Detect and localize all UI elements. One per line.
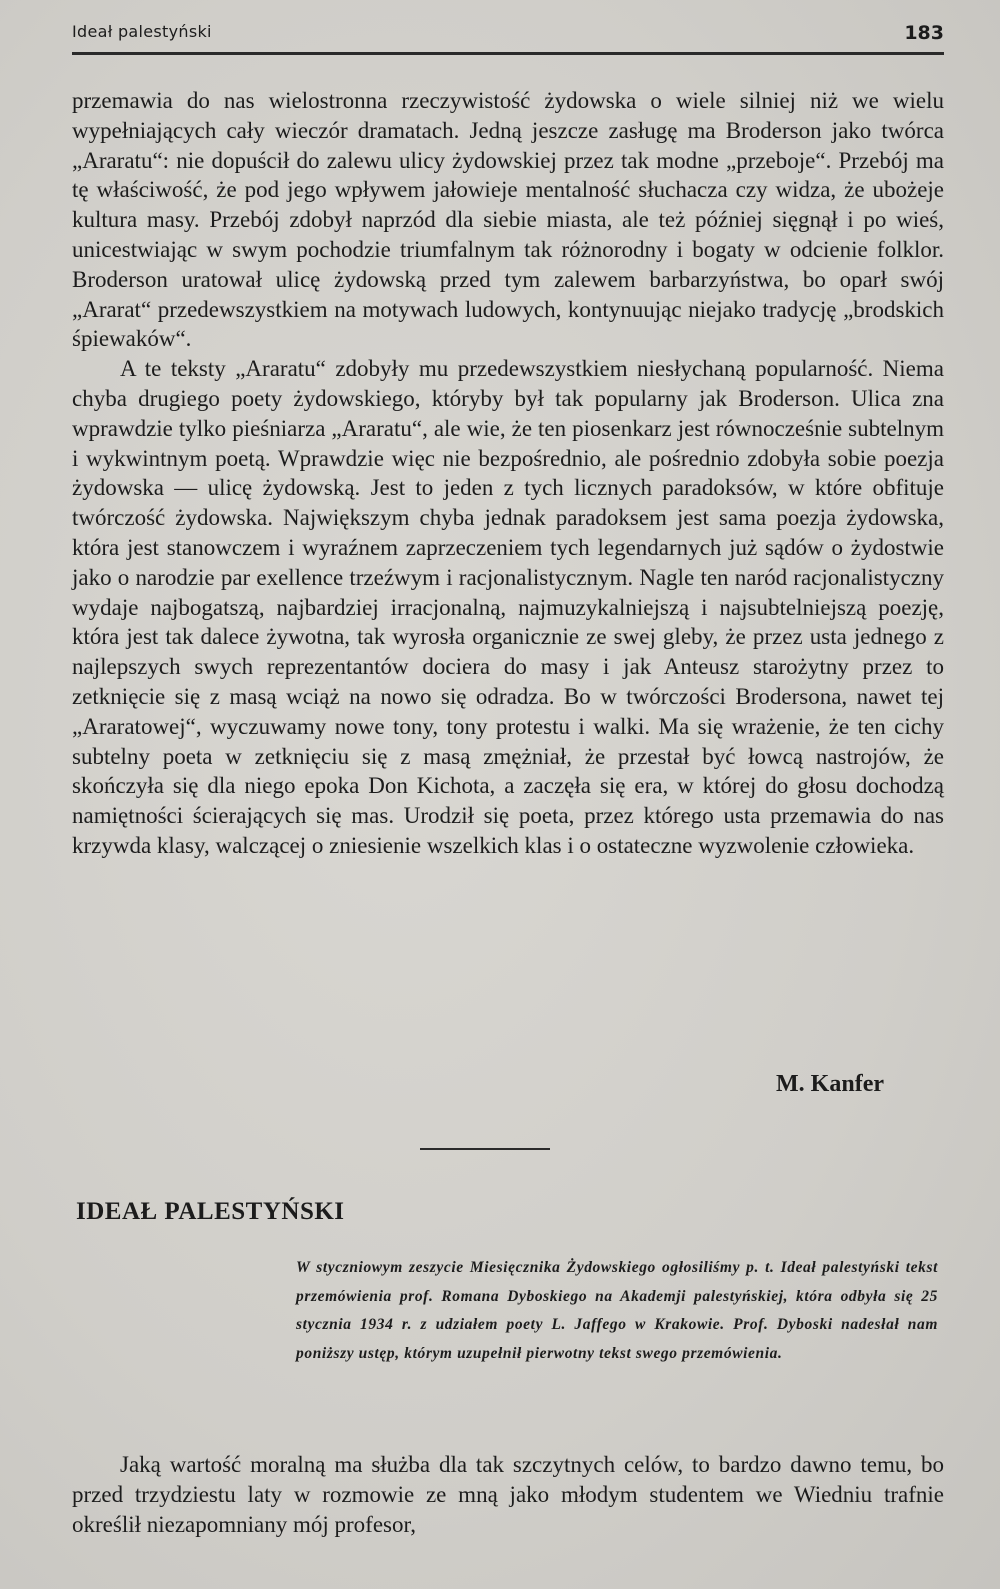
header-rule [72, 52, 944, 55]
running-title: Ideał palestyński [72, 22, 212, 41]
editorial-note: W styczniowym zeszycie Miesięcznika Żydowskiego ogłosiliśmy p. t. Ideał palestyński tekst przemówienia prof. Romana Dyboskiego na Akademji palestyńskiej, która odbyła się 25 stycznia 1934 r. z udziałem poety L. Jaffego w Krakowie. Prof. Dyboski nadesłał nam poniższy ustęp, którym uzupełnił pierwotny tekst swego przemówienia. [296, 1259, 938, 1363]
article-body [72, 86, 944, 861]
section-divider [420, 1148, 550, 1150]
paragraph: A te teksty „Araratu“ zdobyły mu przedewszystkiem niesłychaną popularność. Niema chyba drugiego poety żydowskiego, któryby był tak popularny jak Broderson. Ulica zna wprawdzie tylko pieśniarza „Araratu“, ale wie, że ten piosenkarz jest równocześnie subtelnym i wykwintnym poetą. Wprawdzie więc nie bezpośrednio, ale pośrednio zdobyła sobie poezja żydowska — ulicę żydowską. Jest to jeden z tych licznych paradoksów, w które obfituje twórczość żydowska. Największym chyba jednak paradoksem jest sama poezja żydowska, która jest stanowczem i wyraźnem zaprzeczeniem tych legendarnych już sądów o żydostwie jako o narodzie par exellence trzeźwym i racjonalistycznym. Nagle ten naród racjonalistyczny wydaje najbogatszą, najbardziej irracjonalną, najmuzykalniejszą i najsubtelniejszą poezję, która jest tak dalece żywotna, tak wyrosła organicznie ze swej gleby, że przez usta jednego z najlepszych swych reprezentantów dociera do masy i jak Anteusz starożytny przez to zetknięcie się z masą wciąż na nowo się odradza. Bo w twórczości Brodersona, nawet tej „Araratowej“, wyczuwamy nowe tony, tony protestu i walki. Ma się wrażenie, że ten cichy subtelny poeta w zetknięciu się z masą zmężniał, że przestał być łowcą nastrojów, że skończyła się dla niego epoka Don Kichota, a zaczęła się era, w której do głosu dochodzą namiętności ścierających się mas. Urodził się poeta, przez którego usta przemawia do nas krzywda klasy, walczącej o zniesienie wszelkich klas i o ostateczne wyzwolenie człowieka. [72, 356, 944, 858]
paragraph: Jaką wartość moralną ma służba dla tak szczytnych celów, to bardzo dawno temu, bo przed trzydziestu laty w rozmowie ze mną jako młodym studentem we Wiedniu trafnie określił niezapomniany mój profesor, [72, 1452, 944, 1537]
page-number: 183 [904, 22, 944, 44]
paragraph: przemawia do nas wielostronna rzeczywistość żydowska o wiele silniej niż we wielu wypełniających cały wieczór dramatach. Jedną jeszcze zasługę ma Broderson jako twórca „Araratu“: nie dopuścił do zalewu ulicy żydowskiej przez tak modne „przeboje“. Przebój ma tę właściwość, że pod jego wpływem jałowieje mentalność słuchacza czy widza, że ubożeje kultura masy. Przebój zdobył naprzód dla siebie miasta, ale też później sięgnął i po wieś, unicestwiając w swym pochodzie triumfalnym tak różnorodny i bogaty w odcienie folklor. Broderson uratował ulicę żydowską przed tym zalewem barbarzyństwa, bo oparł swój „Ararat“ przedewszystkiem na motywach ludowych, kontynuując niejako tradycję „brodskich śpiewaków“. [72, 88, 944, 352]
section-title: IDEAŁ PALESTYŃSKI [76, 1198, 345, 1225]
author-signature: M. Kanfer [776, 1071, 884, 1097]
article-body-2 [72, 1450, 944, 1539]
running-header [72, 18, 944, 52]
